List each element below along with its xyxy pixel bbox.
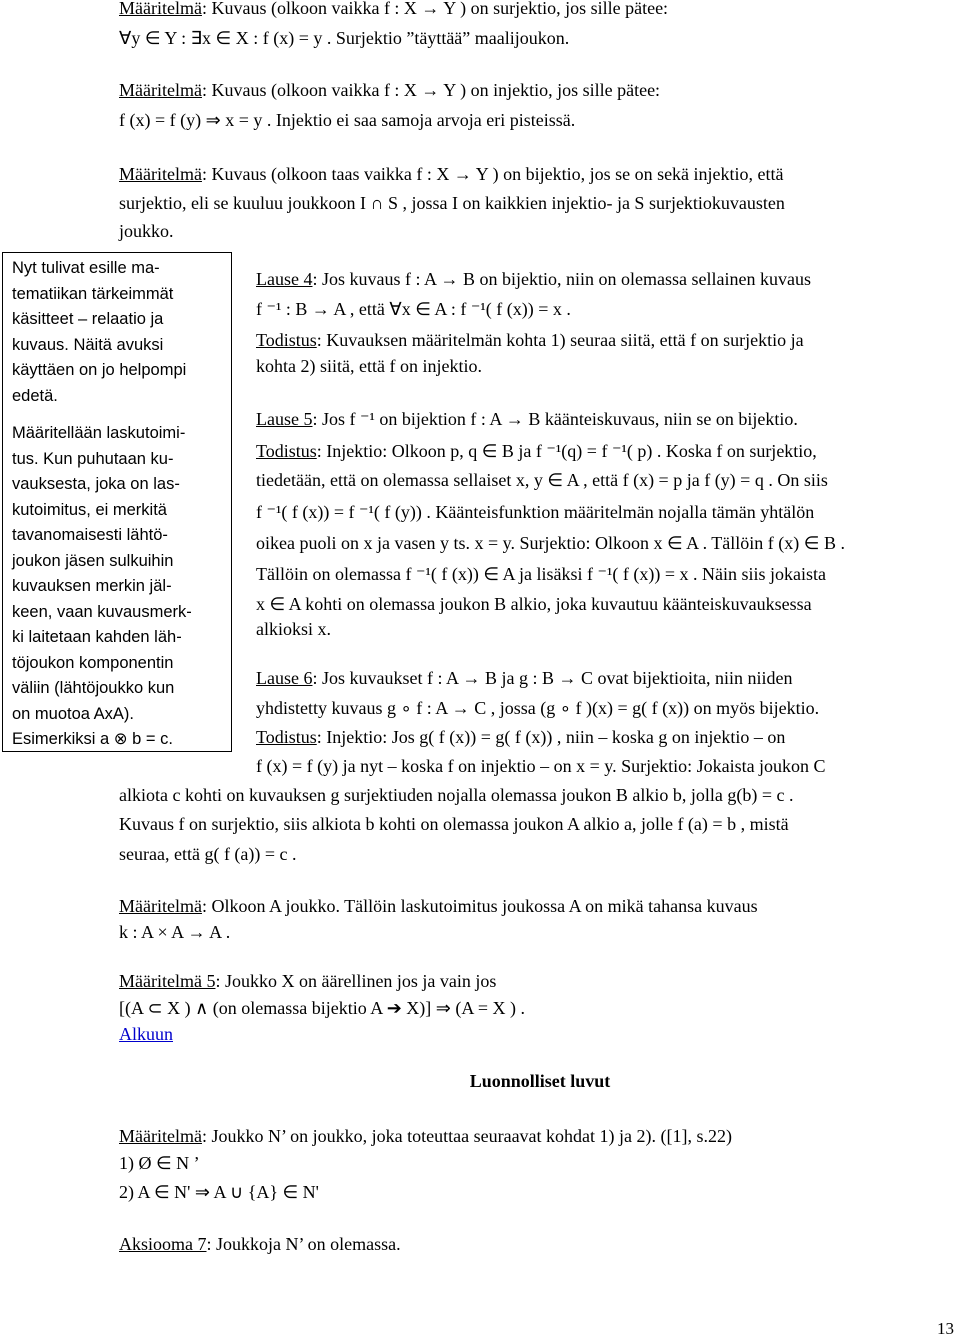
theorem-label: Lause 4 — [256, 269, 313, 289]
text: oikea puoli on x ja vasen y ts. x = y. Surjektio: Olkoon x ∈ A . Tällöin f (x) ∈ B . — [256, 533, 845, 553]
def-operation-line1 — [119, 892, 758, 921]
def-label: Määritelmä — [119, 896, 202, 916]
text: f ⁻¹( f (x)) = f ⁻¹( f (y)) . Käänteisfunktion määritelmän nojalla tämän yhtälön — [256, 502, 815, 522]
def-label: Määritelmä — [119, 1126, 202, 1146]
text: : Olkoon A joukko. Tällöin laskutoimitus joukossa A on mikä tahansa kuvaus — [201, 896, 758, 916]
lause5-line1 — [256, 405, 798, 434]
sidebar-line: tavanomaisesti lähtö- — [12, 526, 168, 544]
lause4-line1 — [256, 265, 811, 294]
def-label: Määritelmä — [119, 80, 202, 100]
lause5-proof-line5 — [256, 560, 826, 589]
text: ∀y ∈ Y : ∃x ∈ X : f (x) = y . Surjektio ”täyttää” maalijoukon. — [119, 28, 570, 48]
def-bijection-line3 — [119, 217, 174, 246]
def-naturals-line1 — [119, 1122, 732, 1151]
text: : Kuvaus (olkoon taas vaikka f : X → Y ) on bijektio, jos se on sekä injektio, että — [201, 164, 784, 184]
text: : Jos kuvaukset f : A → B ja g : B → C ovat bijektioita, niin niiden — [312, 668, 793, 688]
lause6-proof-line2 — [256, 752, 826, 781]
def-naturals-line2 — [119, 1149, 200, 1178]
sidebar-line: kuvauksen merkin jäl- — [12, 577, 172, 595]
axiom7-line — [119, 1230, 401, 1259]
sidebar-line: joukon jäsen sulkuihin — [12, 551, 174, 570]
def-label: Määritelmä 5 — [119, 971, 216, 991]
back-to-top-link[interactable] — [119, 1020, 173, 1049]
lause5-proof-line2 — [256, 466, 828, 495]
text: seuraa, että g( f (a)) = c . — [119, 844, 297, 864]
text: : Injektio: Olkoon p, q ∈ B ja f ⁻¹(q) = f ⁻¹( p) . Koska f on surjektio, — [316, 441, 817, 461]
sidebar-line: ki laitetaan kahden läh- — [12, 628, 182, 646]
proof-label: Todistus — [256, 330, 317, 350]
sidebar-note-box — [2, 252, 232, 752]
def-naturals-line3 — [119, 1178, 319, 1207]
sidebar-line: Esimerkiksi a ⊗ b = c. — [12, 730, 173, 748]
sidebar-line: vauksesta, joka on las- — [12, 475, 180, 493]
text: alkioksi x. — [256, 619, 331, 639]
sidebar-line: kutoimitus, ei merkitä — [12, 500, 167, 519]
sidebar-gap — [12, 409, 221, 421]
sidebar-line: käsitteet – relaatio ja — [12, 310, 164, 328]
section-title: Luonnolliset luvut — [469, 1071, 611, 1091]
text: kohta 2) siitä, että f on injektio. — [256, 356, 482, 376]
axiom-label: Aksiooma 7 — [119, 1234, 207, 1254]
theorem-label: Lause 6 — [256, 668, 313, 688]
lause4-proof-line1 — [256, 326, 804, 355]
text: : Injektio: Jos g( f (x)) = g( f (x)) , niin – koska g on injektio – on — [316, 727, 786, 747]
text: : Kuvaus (olkoon vaikka f : X → Y ) on surjektio, jos sille pätee: — [201, 0, 669, 18]
lause5-proof-line3 — [256, 498, 814, 527]
sidebar-line: töjoukon komponentin — [12, 653, 174, 672]
sidebar-line: väliin (lähtöjoukko kun — [12, 679, 175, 697]
text: : Joukkoja N’ on olemassa. — [206, 1234, 401, 1254]
def-label: Määritelmä — [119, 0, 202, 18]
sidebar-line: käyttäen on jo helpompi — [12, 361, 187, 379]
text: : Jos f ⁻¹ on bijektion f : A → B käänteiskuvaus, niin se on bijektio. — [312, 409, 798, 429]
lause5-proof-line7 — [256, 615, 331, 644]
sidebar-line: tematiikan tärkeimmät — [12, 284, 174, 303]
text: k : A × A → A . — [119, 922, 231, 942]
lause6-proof-line1 — [256, 723, 785, 752]
sidebar-line: tus. Kun puhutaan ku- — [12, 449, 174, 468]
lause4-line2 — [256, 295, 571, 324]
proof-label: Todistus — [256, 441, 317, 461]
text: : Kuvauksen määritelmän kohta 1) seuraa siitä, että f on surjektio ja — [316, 330, 804, 350]
text: [(A ⊂ X ) ∧ (on olemassa bijektio A ➔ X)] ⇒ (A = X ) . — [119, 998, 526, 1018]
lause4-proof-line2 — [256, 352, 482, 381]
text: yhdistetty kuvaus g ∘ f : A → C , jossa (g ∘ f )(x) = g( f (x)) on myös bijektio. — [256, 698, 820, 718]
text: joukko. — [119, 221, 174, 241]
text: 1) Ø ∈ N ’ — [119, 1153, 200, 1173]
text: alkiota c kohti on kuvauksen g surjektiuden nojalla olemassa joukon B alkio b, jolla g(b) = c . — [119, 785, 794, 805]
lause6-line2 — [256, 694, 819, 723]
text: f (x) = f (y) ja nyt – koska f on injektio – on x = y. Surjektio: Jokaista joukon C — [256, 756, 826, 776]
text: : Kuvaus (olkoon vaikka f : X → Y ) on injektio, jos sille pätee: — [201, 80, 661, 100]
def-surjection-line1 — [119, 0, 668, 23]
text: tiedetään, että on olemassa sellaiset x, y ∈ A , että f (x) = p ja f (y) = q . On siis — [256, 470, 828, 490]
def5-line1 — [119, 967, 496, 996]
text: 2) A ∈ N' ⇒ A ∪ {A} ∈ N' — [119, 1182, 319, 1202]
text: : Joukko X on äärellinen jos ja vain jos — [215, 971, 497, 991]
sidebar-line: edetä. — [12, 386, 58, 405]
def-bijection-line1 — [119, 160, 784, 189]
proof-label: Todistus — [256, 727, 317, 747]
text: Tällöin on olemassa f ⁻¹( f (x)) ∈ A ja lisäksi f ⁻¹( f (x)) = x . Näin siis jokaista — [256, 564, 827, 584]
sidebar-line: Nyt tulivat esille ma- — [12, 259, 160, 277]
def-injection-line1 — [119, 76, 660, 105]
sidebar-line: kuvaus. Näitä avuksi — [12, 335, 164, 354]
page-number: 13 — [937, 1319, 954, 1338]
lause5-proof-line1 — [256, 437, 817, 466]
sidebar-line: Määritellään laskutoimi- — [12, 424, 186, 442]
text: x ∈ A kohti on olemassa joukon B alkio, joka kuvautuu käänteiskuvauksessa — [256, 594, 812, 614]
theorem-label: Lause 5 — [256, 409, 313, 429]
lause6-proof-line4 — [119, 810, 789, 839]
def-surjection-line2 — [119, 24, 569, 53]
text: f (x) = f (y) ⇒ x = y . Injektio ei saa samoja arvoja eri pisteissä. — [119, 110, 576, 130]
text: f ⁻¹ : B → A , että ∀x ∈ A : f ⁻¹( f (x)) = x . — [256, 299, 571, 319]
sidebar-line: on muotoa AxA). — [12, 704, 134, 723]
text: surjektio, eli se kuuluu joukkoon I ∩ S , jossa I on kaikkien injektio- ja S surjektiokuvausten — [119, 193, 785, 213]
lause6-proof-line5 — [119, 840, 297, 869]
def-injection-line2 — [119, 106, 575, 135]
link-text[interactable]: Alkuun — [119, 1024, 173, 1044]
text: : Jos kuvaus f : A → B on bijektio, niin on olemassa sellainen kuvaus — [312, 269, 811, 289]
lause5-proof-line6 — [256, 590, 812, 619]
def-operation-line2 — [119, 918, 230, 947]
sidebar-line: keen, vaan kuvausmerk- — [12, 602, 192, 621]
text: : Joukko N’ on joukko, joka toteuttaa seuraavat kohdat 1) ja 2). ([1], s.22) — [201, 1126, 733, 1146]
lause5-proof-line4 — [256, 529, 845, 558]
lause6-proof-line3 — [119, 781, 794, 810]
def5-line2 — [119, 994, 525, 1023]
text: Kuvaus f on surjektio, siis alkiota b kohti on olemassa joukon A alkio a, jolle f (a) = b , mistä — [119, 814, 789, 834]
def-label: Määritelmä — [119, 164, 202, 184]
lause6-line1 — [256, 664, 792, 693]
def-bijection-line2 — [119, 189, 785, 218]
